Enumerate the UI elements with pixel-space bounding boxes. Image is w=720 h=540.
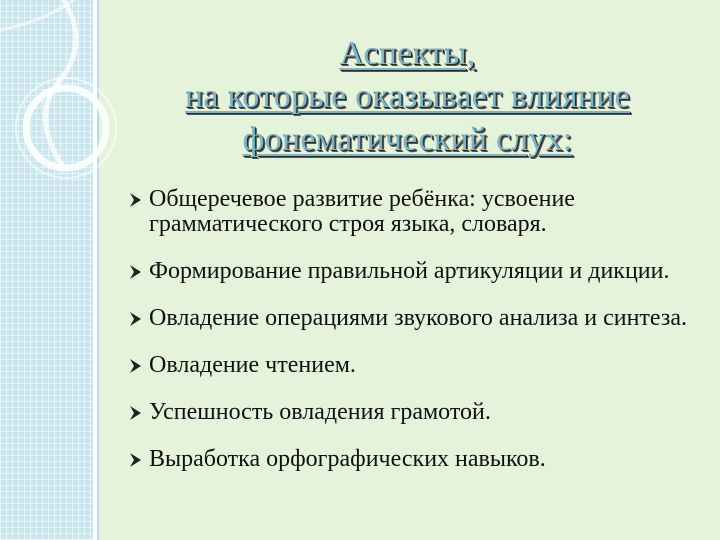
bullet-text: Выработка орфографических навыков. (149, 446, 546, 472)
arrow-bullet-icon (128, 306, 144, 330)
bullet-text: Овладение чтением. (149, 352, 356, 378)
arrow-bullet-icon (128, 447, 144, 471)
slide-title (110, 32, 705, 161)
title-line-1: Аспекты, (339, 35, 476, 72)
bullet-item (128, 447, 698, 472)
arrow-bullet-icon (128, 259, 144, 283)
title-line-3: фонематический слух: (242, 121, 573, 158)
bullet-item (128, 306, 698, 331)
bullet-text: Формирование правильной артикуляции и дикции. (149, 258, 670, 284)
arrow-bullet-icon (128, 187, 144, 211)
bullet-list (128, 187, 698, 494)
bullet-text: Овладение операциями звукового анализа и синтеза. (149, 305, 687, 331)
bullet-item (128, 353, 698, 378)
bullet-text: Успешность овладения грамотой. (149, 399, 491, 425)
arrow-bullet-icon (128, 353, 144, 377)
title-line-2: на которые оказывает влияние (185, 78, 630, 115)
bullet-item (128, 400, 698, 425)
arrow-bullet-icon (128, 400, 144, 424)
bullet-item (128, 259, 698, 284)
bullet-item (128, 187, 698, 237)
bullet-text: Общеречевое развитие ребёнка: усвоение грамматического строя языка, словаря. (149, 186, 575, 237)
